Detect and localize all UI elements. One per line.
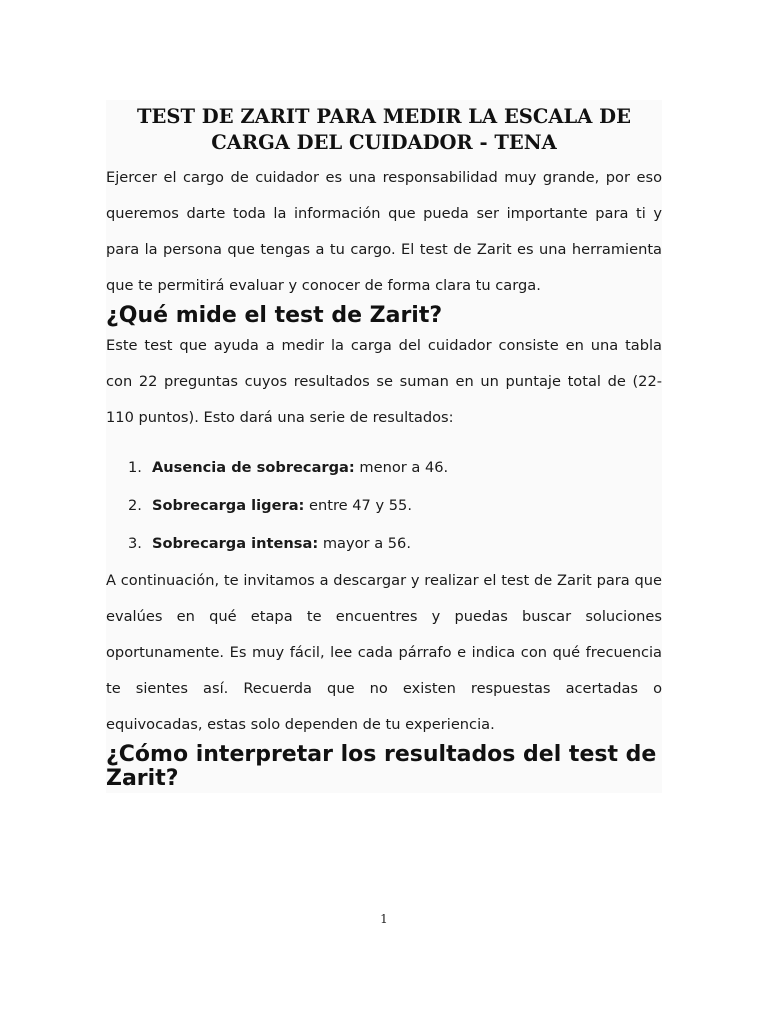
list-item-label: Sobrecarga intensa: <box>152 535 319 552</box>
list-item <box>106 487 662 525</box>
list-item-number: 1. <box>128 459 142 476</box>
page-number: 1 <box>380 912 388 926</box>
intro-paragraph: Ejercer el cargo de cuidador es una responsabilidad muy grande, por eso queremos darte toda la información que pueda ser importante para ti y para la persona que tengas a tu cargo. El test de Zarit es una herramienta que te permitirá evaluar y conocer de forma clara tu carga. <box>106 169 662 294</box>
section-heading-what-measures: ¿Qué mide el test de Zarit? <box>106 303 443 328</box>
list-item <box>106 449 662 487</box>
closing-paragraph: A continuación, te invitamos a descargar y realizar el test de Zarit para que evalúes en qué etapa te encuentres y puedas buscar soluciones oportunamente. Es muy fácil, lee cada párrafo e indica con qué frecuencia te sientes así. Recuerda que no existen respuestas acertadas o equivocadas, estas solo dependen de tu experiencia. <box>106 572 662 733</box>
list-item-label: Sobrecarga ligera: <box>152 497 305 514</box>
results-list <box>106 449 662 563</box>
list-item <box>106 525 662 563</box>
list-item-number: 3. <box>128 535 142 552</box>
list-item-value: mayor a 56. <box>318 535 411 552</box>
section-paragraph: Este test que ayuda a medir la carga del cuidador consiste en una tabla con 22 preguntas cuyos resultados se suman en un puntaje total de (22-110 puntos). Esto dará una serie de resultados: <box>106 337 662 426</box>
list-item-value: menor a 46. <box>354 459 449 476</box>
document-title: TEST DE ZARIT PARA MEDIR LA ESCALA DE CARGA DEL CUIDADOR - TENA <box>137 105 631 154</box>
list-item-label: Ausencia de sobrecarga: <box>152 459 355 476</box>
list-item-number: 2. <box>128 497 142 514</box>
section-heading-interpret-results: ¿Cómo interpretar los resultados del test de Zarit? <box>106 742 657 791</box>
list-item-value: entre 47 y 55. <box>304 497 412 514</box>
document-content <box>106 100 662 793</box>
